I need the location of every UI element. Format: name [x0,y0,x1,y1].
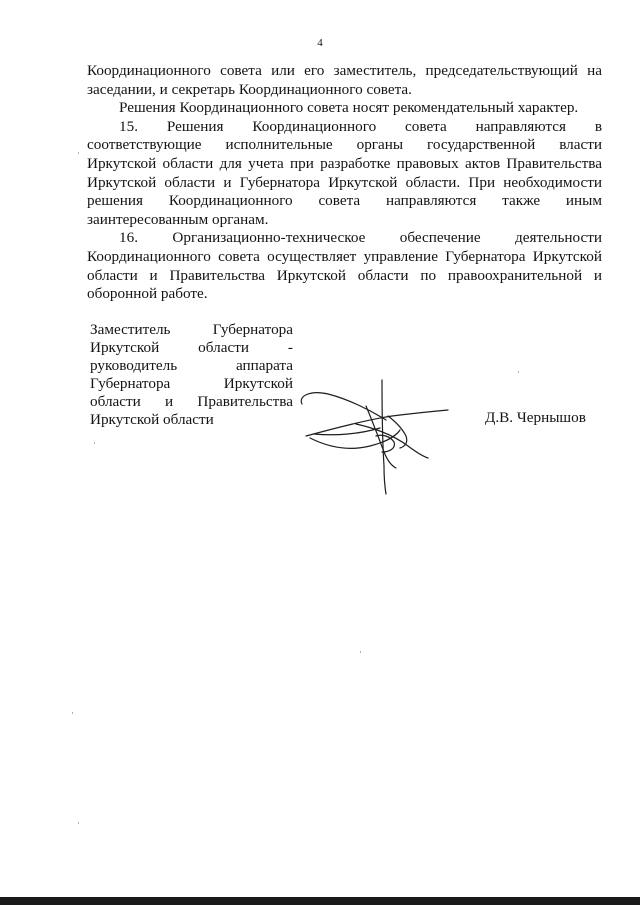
position-line: Иркутской области - [90,338,293,356]
position-line: Губернатора Иркутской [90,374,293,392]
body-line: решения Координационного совета направляются также иным [87,192,602,210]
scan-speck [360,651,361,653]
body-line: области и Правительства Иркутской области по правоохранительной и [87,266,602,284]
body-line: Решения Координационного совета носят рекомендательный характер. [119,99,579,117]
body-line: Иркутской области для учета при разработке правовых актов Правительства [87,154,602,172]
scan-speck [78,822,79,824]
body-line: соответствующие исполнительные органы государственной власти [87,136,602,154]
body-line: заседании, и секретарь Координационного совета. [87,80,412,98]
page-number: 4 [317,37,323,49]
body-line: 15. Решения Координационного совета направляются в [119,117,602,135]
signatory-name: Д.В. Чернышов [485,409,586,426]
scan-speck [94,442,95,444]
position-line: руководитель аппарата [90,356,293,374]
scan-speck [518,371,519,373]
body-line: Координационного совета или его заместитель, председательствующий на [87,62,602,79]
scan-bottom-edge [0,897,640,905]
body-line: оборонной работе. [87,285,208,303]
body-line: заинтересованным органам. [87,210,269,228]
signatory-position [90,321,293,428]
body-line: 16. Организационно-техническое обеспечение деятельности [119,229,602,247]
scan-speck [78,152,79,154]
position-line: Заместитель Губернатора [90,321,293,338]
document-body [87,62,602,304]
handwritten-signature [296,376,458,496]
body-line: Иркутской области и Губернатора Иркутской области. При необходимости [87,173,602,191]
position-line: области и Правительства [90,392,293,410]
scan-speck [72,712,73,714]
body-line: Координационного совета осуществляет управление Губернатора Иркутской [87,247,602,265]
position-line: Иркутской области [90,410,214,428]
